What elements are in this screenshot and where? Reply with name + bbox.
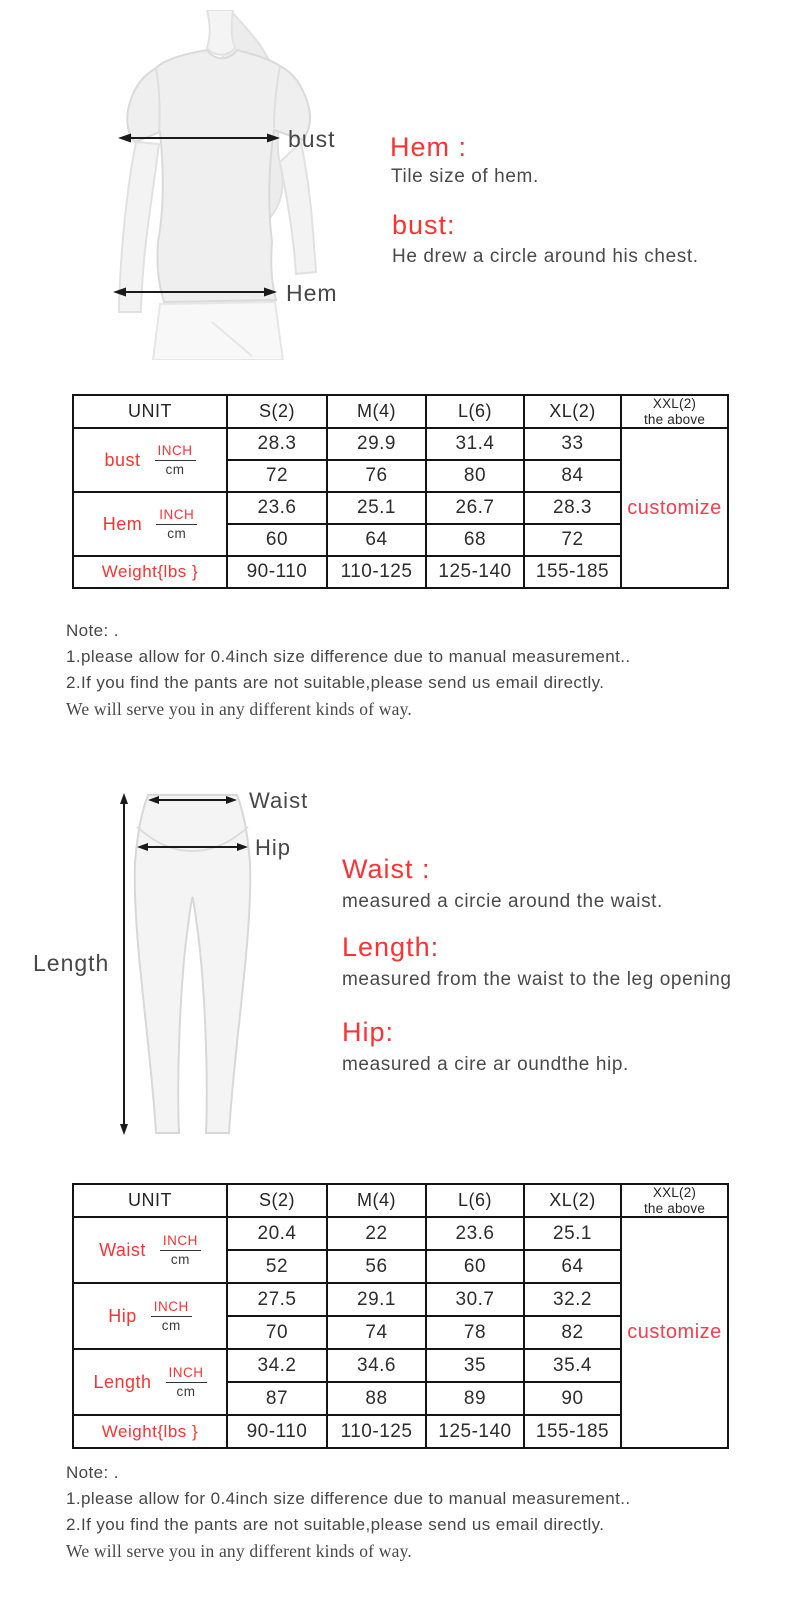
waist-term: Waist : — [342, 854, 431, 884]
size-cell: 70 — [227, 1316, 327, 1349]
note-title: Note: . — [66, 621, 119, 640]
size-cell: 74 — [327, 1316, 426, 1349]
size-cell: 78 — [426, 1316, 524, 1349]
hip-term: Hip: — [342, 1017, 395, 1047]
cm-label: cm — [170, 1251, 190, 1267]
size-cell: 60 — [426, 1250, 524, 1283]
table-header-row — [73, 1184, 728, 1217]
size-cell: 110-125 — [327, 1415, 426, 1448]
cm-label: cm — [161, 1317, 181, 1333]
note-line: 1.please allow for 0.4inch size difference due to manual measurement.. — [66, 1489, 631, 1508]
col-header-m: M(4) — [327, 1184, 426, 1217]
unit-fraction — [155, 443, 196, 477]
col-header-xl: XL(2) — [524, 1184, 621, 1217]
size-cell: 35.4 — [524, 1349, 621, 1382]
row-label-text: Length — [93, 1371, 152, 1392]
inch-label: INCH — [156, 507, 197, 525]
waist-row-label — [73, 1217, 227, 1283]
size-cell: 155-185 — [524, 1415, 621, 1448]
size-cell: 155-185 — [524, 556, 621, 588]
size-cell: 84 — [524, 460, 621, 492]
length-desc: measured from the waist to the leg opening — [342, 969, 732, 990]
size-cell: 89 — [426, 1382, 524, 1415]
cm-label: cm — [165, 461, 185, 477]
size-cell: 28.3 — [227, 428, 327, 460]
size-cell: 22 — [327, 1217, 426, 1250]
shirt-size-table — [72, 394, 729, 589]
customize-cell: customize — [621, 428, 728, 588]
length-row-label — [73, 1349, 227, 1415]
size-cell: 90-110 — [227, 556, 327, 588]
waist-desc: measured a circie around the waist. — [342, 891, 663, 912]
hem-arrow-label: Hem — [286, 280, 338, 306]
neck-sketch — [207, 10, 235, 55]
unit-fraction — [160, 1233, 201, 1267]
bust-desc: He drew a circle around his chest. — [392, 246, 699, 267]
length-term: Length: — [342, 932, 440, 962]
shirt-note — [66, 618, 630, 722]
note-line: 2.If you find the pants are not suitable,please send us email directly. — [66, 673, 605, 692]
size-cell: 90 — [524, 1382, 621, 1415]
col-header-m: M(4) — [327, 395, 426, 428]
size-cell: 31.4 — [426, 428, 524, 460]
cm-label: cm — [167, 525, 187, 541]
size-cell: 25.1 — [524, 1217, 621, 1250]
size-cell: 34.6 — [327, 1349, 426, 1382]
size-cell: 60 — [227, 524, 327, 556]
unit-fraction — [156, 507, 197, 541]
size-cell: 33 — [524, 428, 621, 460]
size-cell: 56 — [327, 1250, 426, 1283]
pants-size-table — [72, 1183, 729, 1449]
size-cell: 25.1 — [327, 492, 426, 524]
pants-note — [66, 1460, 630, 1564]
size-cell: 125-140 — [426, 556, 524, 588]
note-line: 2.If you find the pants are not suitable,please send us email directly. — [66, 1515, 605, 1534]
bust-term: bust: — [392, 210, 456, 240]
waist-inch-row — [73, 1217, 728, 1250]
leggings-measurement-figure — [25, 755, 310, 1140]
row-label-text: bust — [104, 449, 141, 470]
row-label-text: Hem — [102, 513, 143, 534]
size-cell: 90-110 — [227, 1415, 327, 1448]
size-cell: 76 — [327, 460, 426, 492]
note-title: Note: . — [66, 1463, 119, 1482]
size-cell: 20.4 — [227, 1217, 327, 1250]
inch-label: INCH — [160, 1233, 201, 1251]
size-cell: 52 — [227, 1250, 327, 1283]
size-cell: 110-125 — [327, 556, 426, 588]
size-cell: 27.5 — [227, 1283, 327, 1316]
size-cell: 125-140 — [426, 1415, 524, 1448]
size-cell: 82 — [524, 1316, 621, 1349]
col-header-xxl — [621, 1184, 728, 1217]
hem-term: Hem : — [390, 132, 468, 162]
col-header-s: S(2) — [227, 1184, 327, 1217]
size-cell: 29.9 — [327, 428, 426, 460]
inch-label: INCH — [166, 1365, 207, 1383]
size-cell: 26.7 — [426, 492, 524, 524]
hem-desc: Tile size of hem. — [391, 166, 539, 187]
right-arm-sketch — [280, 142, 316, 274]
size-cell: 34.2 — [227, 1349, 327, 1382]
xxl-header-line2: the above — [643, 411, 706, 427]
size-cell: 64 — [327, 524, 426, 556]
tshirt-model-sketch — [119, 10, 316, 360]
size-cell: 32.2 — [524, 1283, 621, 1316]
col-header-unit: UNIT — [73, 395, 227, 428]
note-line: We will serve you in any different kinds of way. — [66, 1541, 412, 1561]
row-label-text: Hip — [108, 1305, 137, 1326]
xxl-header-line1: XXL(2) — [652, 396, 697, 411]
hip-row-label — [73, 1283, 227, 1349]
cm-label: cm — [176, 1383, 196, 1399]
col-header-unit: UNIT — [73, 1184, 227, 1217]
size-cell: 80 — [426, 460, 524, 492]
weight-row-label: Weight{lbs } — [73, 1415, 227, 1448]
row-label-text: Waist — [99, 1239, 146, 1260]
unit-fraction — [151, 1299, 192, 1333]
size-cell: 23.6 — [426, 1217, 524, 1250]
inch-label: INCH — [155, 443, 196, 461]
note-line: 1.please allow for 0.4inch size difference due to manual measurement.. — [66, 647, 631, 666]
xxl-header-line2: the above — [643, 1200, 706, 1216]
left-arm-sketch — [119, 142, 159, 312]
hip-arrow-label: Hip — [255, 835, 292, 860]
size-cell: 29.1 — [327, 1283, 426, 1316]
col-header-xl: XL(2) — [524, 395, 621, 428]
shorts-sketch — [153, 302, 283, 360]
size-cell: 35 — [426, 1349, 524, 1382]
col-header-s: S(2) — [227, 395, 327, 428]
customize-cell: customize — [621, 1217, 728, 1448]
hip-desc: measured a cire ar oundthe hip. — [342, 1054, 629, 1075]
weight-row-label: Weight{lbs } — [73, 556, 227, 588]
bust-row-label — [73, 428, 227, 492]
bust-arrow-label: bust — [288, 126, 336, 152]
col-header-l: L(6) — [426, 395, 524, 428]
size-cell: 64 — [524, 1250, 621, 1283]
size-cell: 72 — [227, 460, 327, 492]
bust-inch-row — [73, 428, 728, 460]
col-header-l: L(6) — [426, 1184, 524, 1217]
size-cell: 30.7 — [426, 1283, 524, 1316]
leggings-sketch — [135, 795, 251, 1133]
inch-label: INCH — [151, 1299, 192, 1317]
col-header-xxl — [621, 395, 728, 428]
size-cell: 87 — [227, 1382, 327, 1415]
length-arrow-label: Length — [33, 950, 110, 976]
waist-arrow-label: Waist — [249, 788, 309, 813]
length-measure-arrow-icon — [120, 793, 128, 1135]
size-cell: 72 — [524, 524, 621, 556]
size-cell: 23.6 — [227, 492, 327, 524]
size-cell: 28.3 — [524, 492, 621, 524]
unit-fraction — [166, 1365, 207, 1399]
tshirt-measurement-figure — [60, 10, 390, 360]
note-line: We will serve you in any different kinds of way. — [66, 699, 412, 719]
xxl-header-line1: XXL(2) — [652, 1185, 697, 1200]
size-cell: 88 — [327, 1382, 426, 1415]
size-cell: 68 — [426, 524, 524, 556]
table-header-row — [73, 395, 728, 428]
hem-row-label — [73, 492, 227, 556]
